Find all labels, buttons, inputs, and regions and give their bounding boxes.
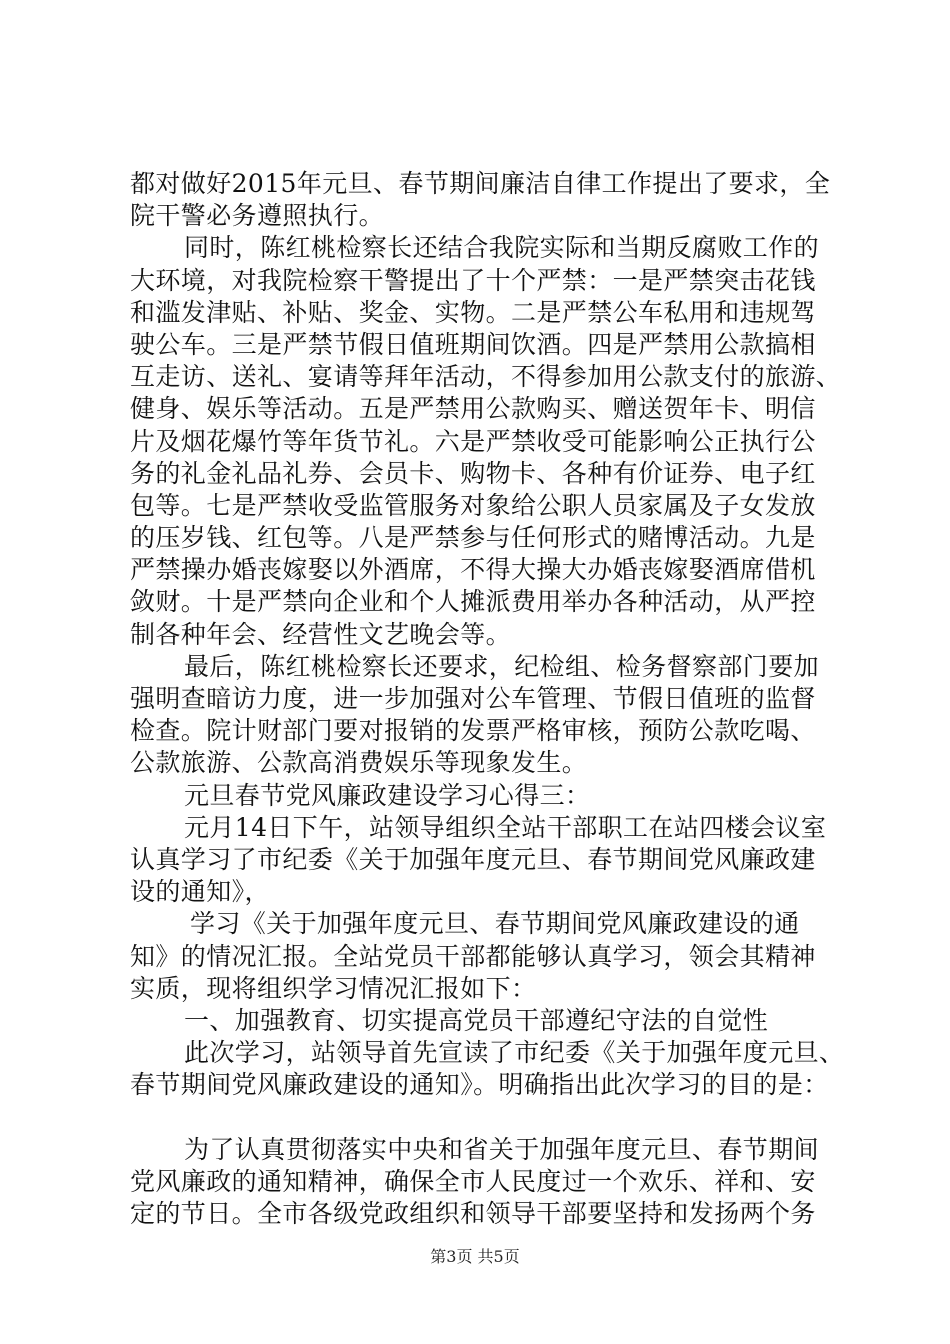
paragraph-start: 同时，陈红桃检察长还结合我院实际和当期反腐败工作的 [184, 233, 820, 263]
text-line: 敛财。十是严禁向企业和个人摊派费用举办各种活动，从严控 [130, 587, 816, 617]
text-line: 定的节日。全市各级党政组织和领导干部要坚持和发扬两个务 [130, 1199, 816, 1228]
text-line: 公款旅游、公款高消费娱乐等现象发生。 [130, 748, 588, 778]
text-line: 检查。院计财部门要对报销的发票严格审核，预防公款吃喝、 [130, 716, 816, 746]
text-line: 大环境，对我院检察干警提出了十个严禁：一是严禁突击花钱 [130, 265, 816, 295]
paragraph-start: 为了认真贯彻落实中央和省关于加强年度元旦、春节期间 [184, 1134, 820, 1164]
paragraph-start: 此次学习，站领导首先宣读了市纪委《关于加强年度元旦、 [184, 1038, 845, 1068]
document-body [130, 168, 845, 1230]
text-line: 强明查暗访力度，进一步加强对公车管理、节假日值班的监督 [130, 684, 816, 713]
text-line: 设的通知》， [130, 877, 270, 907]
paragraph-start: 学习《关于加强年度元旦、春节期间党风廉政建设的通 [190, 909, 800, 939]
text-line: 包等。七是严禁收受监管服务对象给公职人员家属及子女发放 [130, 490, 816, 520]
text-line: 院干警必务遵照执行。 [130, 201, 385, 231]
section-heading: 元旦春节党风廉政建设学习心得三： [184, 780, 591, 810]
paragraph-start: 最后，陈红桃检察长还要求，纪检组、检务督察部门要加 [184, 651, 820, 681]
text-line: 春节期间党风廉政建设的通知》。明确指出此次学习的目的是： [130, 1070, 829, 1100]
text-line: 党风廉政的通知精神，确保全市人民度过一个欢乐、祥和、安 [130, 1166, 816, 1196]
text-line: 知》的情况汇报。全站党员干部都能够认真学习，领会其精神 [130, 941, 816, 971]
text-line: 都对做好2015年元旦、春节期间廉洁自律工作提出了要求，全 [130, 169, 831, 198]
page-number-footer: 第3页 共5页 [430, 1247, 520, 1266]
text-line: 互走访、送礼、宴请等拜年活动，不得参加用公款支付的旅游、 [130, 362, 842, 392]
text-line: 健身、娱乐等活动。五是严禁用公款购买、赠送贺年卡、明信 [130, 394, 816, 424]
paragraph-start: 元月14日下午，站领导组织全站干部职工在站四楼会议室 [184, 812, 827, 842]
section-heading: 一、加强教育、切实提高党员干部遵纪守法的自觉性 [184, 1005, 769, 1035]
text-line: 实质，现将组织学习情况汇报如下： [130, 973, 537, 1003]
text-line: 的压岁钱、红包等。八是严禁参与任何形式的赌博活动。九是 [130, 523, 816, 553]
blank-line [130, 1101, 830, 1133]
text-line: 和滥发津贴、补贴、奖金、实物。二是严禁公车私用和违规驾 [130, 297, 816, 327]
text-line: 驶公车。三是严禁节假日值班期间饮酒。四是严禁用公款搞相 [130, 329, 816, 359]
text-line: 制各种年会、经营性文艺晚会等。 [130, 619, 512, 649]
text-line: 片及烟花爆竹等年货节礼。六是严禁收受可能影响公正执行公 [130, 426, 816, 456]
text-line: 严禁操办婚丧嫁娶以外酒席，不得大操大办婚丧嫁娶酒席借机 [130, 555, 816, 585]
text-line: 务的礼金礼品礼券、会员卡、购物卡、各种有价证券、电子红 [130, 458, 816, 488]
text-line: 认真学习了市纪委《关于加强年度元旦、春节期间党风廉政建 [130, 844, 816, 874]
